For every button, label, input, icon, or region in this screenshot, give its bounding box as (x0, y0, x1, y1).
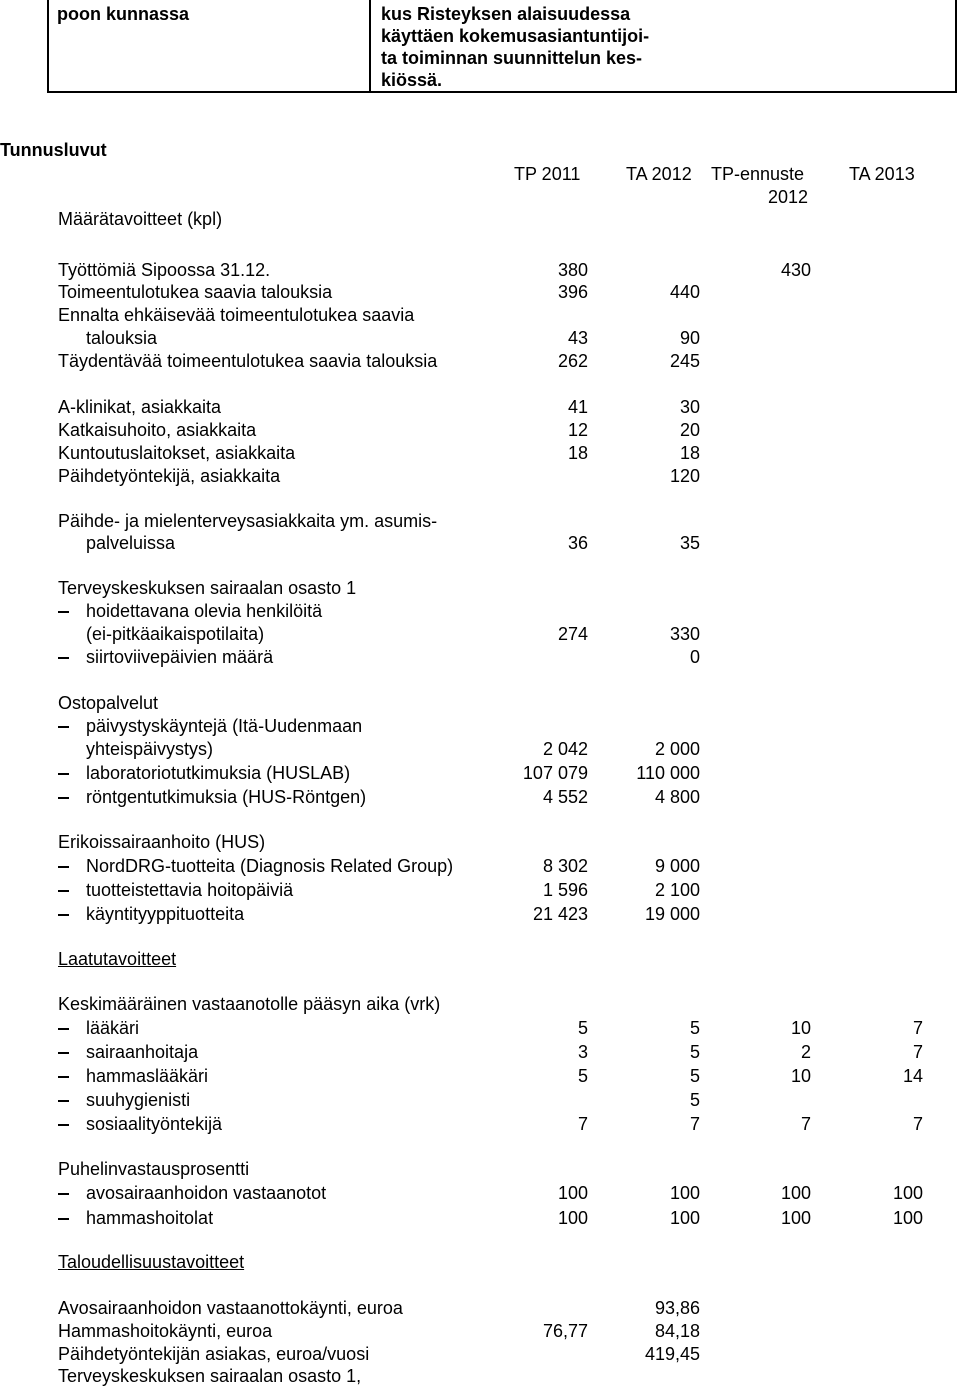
cell-tp2011: 100 (557, 1208, 588, 1228)
dash-bullet (58, 1028, 69, 1030)
row-label: suuhygienisti (86, 1090, 191, 1110)
row-label: (ei-pitkäaikaispotilaita) (86, 624, 265, 644)
row-label: Keskimääräinen vastaanotolle pääsyn aika (vrk) (58, 994, 441, 1014)
cell-tpe2012: 100 (780, 1208, 811, 1228)
row-label: hoidettavana olevia henkilöitä (86, 601, 323, 621)
cell-ta2012: 330 (669, 624, 700, 644)
cell-tp2011: 36 (567, 533, 588, 553)
cell-ta2012: 9 000 (654, 856, 700, 876)
column-header-tp-ennuste-year: 2012 (768, 187, 809, 207)
row-label: talouksia (86, 328, 158, 348)
cell-ta2012: 419,45 (644, 1344, 700, 1364)
dash-bullet (58, 797, 69, 799)
row-label: Päihdetyöntekijä, asiakkaita (58, 466, 281, 486)
right-cell-line: kiössä. (381, 70, 443, 90)
dash-bullet (58, 914, 69, 916)
cell-tp2011: 3 (577, 1042, 588, 1062)
dash-bullet (58, 1124, 69, 1126)
cell-ta2012: 93,86 (654, 1298, 700, 1318)
cell-tp2011: 107 079 (522, 763, 588, 783)
row-label: palveluissa (86, 533, 176, 553)
cell-ta2012: 84,18 (654, 1321, 700, 1341)
cell-ta2012: 2 100 (654, 880, 700, 900)
row-label: Hammashoitokäynti, euroa (58, 1321, 273, 1341)
subtitle: Määrätavoitteet (kpl) (58, 209, 223, 229)
cell-tp2011: 380 (557, 260, 588, 280)
cell-ta2012: 18 (679, 443, 700, 463)
row-label: Taloudellisuustavoitteet (58, 1252, 245, 1272)
cell-tp2011: 1 596 (542, 880, 588, 900)
header-table-left-cell: poon kunnassa (57, 4, 190, 24)
row-label: Avosairaanhoidon vastaanottokäynti, euroa (58, 1298, 403, 1318)
cell-tp2011: 396 (557, 282, 588, 302)
dash-bullet (58, 1100, 69, 1102)
cell-tpe2012: 100 (780, 1183, 811, 1203)
cell-ta2013: 7 (912, 1114, 923, 1134)
dash-bullet (58, 726, 69, 728)
row-label: Toimeentulotukea saavia talouksia (58, 282, 333, 302)
cell-ta2012: 110 000 (636, 763, 700, 783)
row-label: Terveyskeskuksen sairaalan osasto 1, (58, 1366, 362, 1386)
cell-tp2011: 21 423 (532, 904, 588, 924)
dash-bullet (58, 657, 69, 659)
cell-ta2013: 14 (902, 1066, 923, 1086)
cell-tp2011: 41 (567, 397, 588, 417)
cell-tpe2012: 430 (780, 260, 811, 280)
cell-tp2011: 8 302 (542, 856, 588, 876)
cell-ta2012: 4 800 (654, 787, 700, 807)
row-label: Erikoissairaanhoito (HUS) (58, 832, 266, 852)
cell-ta2012: 19 000 (644, 904, 700, 924)
row-label: päivystyskäyntejä (Itä-Uudenmaan (86, 716, 363, 736)
cell-ta2012: 100 (669, 1183, 700, 1203)
cell-tpe2012: 10 (790, 1066, 811, 1086)
cell-tp2011: 12 (567, 420, 588, 440)
cell-ta2013: 100 (892, 1183, 923, 1203)
dash-bullet (58, 1218, 69, 1220)
cell-ta2012: 5 (689, 1090, 700, 1110)
cell-ta2012: 5 (689, 1018, 700, 1038)
section-title: Tunnusluvut (0, 140, 107, 160)
cell-tp2011: 100 (557, 1183, 588, 1203)
cell-ta2012: 5 (689, 1066, 700, 1086)
row-label: tuotteistettavia hoitopäiviä (86, 880, 294, 900)
cell-tpe2012: 2 (800, 1042, 811, 1062)
dash-bullet (58, 611, 69, 613)
row-label: sosiaalityöntekijä (86, 1114, 223, 1134)
row-label: NordDRG-tuotteita (Diagnosis Related Group) (86, 856, 454, 876)
cell-ta2012: 245 (669, 351, 700, 371)
cell-tp2011: 76,77 (542, 1321, 588, 1341)
cell-tp2011: 4 552 (542, 787, 588, 807)
header-table (47, 0, 957, 93)
dash-bullet (58, 866, 69, 868)
row-label: Katkaisuhoito, asiakkaita (58, 420, 257, 440)
row-label: hammashoitolat (86, 1208, 214, 1228)
cell-tp2011: 5 (577, 1018, 588, 1038)
column-header-ta2013: TA 2013 (849, 164, 915, 184)
cell-tpe2012: 7 (800, 1114, 811, 1134)
cell-ta2012: 90 (679, 328, 700, 348)
row-label: yhteispäivystys) (86, 739, 214, 759)
row-label: lääkäri (86, 1018, 140, 1038)
right-cell-line: ta toiminnan suunnittelun kes- (381, 48, 643, 68)
dash-bullet (58, 1052, 69, 1054)
row-label: laboratoriotutkimuksia (HUSLAB) (86, 763, 351, 783)
cell-ta2012: 20 (679, 420, 700, 440)
cell-tp2011: 7 (577, 1114, 588, 1134)
cell-ta2012: 5 (689, 1042, 700, 1062)
header-table-right-cell (381, 3, 701, 91)
cell-ta2012: 120 (669, 466, 700, 486)
row-label: Terveyskeskuksen sairaalan osasto 1 (58, 578, 357, 598)
cell-ta2012: 2 000 (654, 739, 700, 759)
row-label: Työttömiä Sipoossa 31.12. (58, 260, 271, 280)
column-header-tp2011: TP 2011 (514, 164, 581, 184)
cell-ta2012: 100 (669, 1208, 700, 1228)
cell-tp2011: 262 (557, 351, 588, 371)
row-label: Päihdetyöntekijän asiakas, euroa/vuosi (58, 1344, 370, 1364)
row-label: käyntityyppituotteita (86, 904, 245, 924)
row-label: Täydentävää toimeentulotukea saavia talouksia (58, 351, 438, 371)
row-label: siirtoviivepäivien määrä (86, 647, 274, 667)
cell-tp2011: 5 (577, 1066, 588, 1086)
row-label: Ennalta ehkäisevää toimeentulotukea saavia (58, 305, 415, 325)
row-label: A-klinikat, asiakkaita (58, 397, 222, 417)
row-label: Ostopalvelut (58, 693, 159, 713)
column-header-tp-ennuste: TP-ennuste (711, 164, 805, 184)
cell-ta2013: 7 (912, 1042, 923, 1062)
row-label: röntgentutkimuksia (HUS-Röntgen) (86, 787, 367, 807)
cell-ta2013: 7 (912, 1018, 923, 1038)
row-label: Laatutavoitteet (58, 949, 177, 969)
row-label: Kuntoutuslaitokset, asiakkaita (58, 443, 296, 463)
row-label: Päihde- ja mielenterveysasiakkaita ym. asumis- (58, 511, 438, 531)
row-label: Puhelinvastausprosentti (58, 1159, 250, 1179)
cell-tp2011: 43 (567, 328, 588, 348)
dash-bullet (58, 890, 69, 892)
cell-ta2012: 440 (669, 282, 700, 302)
row-label: hammaslääkäri (86, 1066, 209, 1086)
dash-bullet (58, 1193, 69, 1195)
cell-ta2012: 0 (689, 647, 700, 667)
right-cell-line: kus Risteyksen alaisuudessa (381, 4, 631, 24)
cell-ta2012: 35 (679, 533, 700, 553)
cell-tp2011: 2 042 (542, 739, 588, 759)
dash-bullet (58, 1076, 69, 1078)
cell-ta2012: 30 (679, 397, 700, 417)
cell-ta2012: 7 (689, 1114, 700, 1134)
row-label: avosairaanhoidon vastaanotot (86, 1183, 327, 1203)
cell-tp2011: 274 (557, 624, 588, 644)
cell-ta2013: 100 (892, 1208, 923, 1228)
cell-tp2011: 18 (567, 443, 588, 463)
column-header-ta2012: TA 2012 (626, 164, 692, 184)
right-cell-line: käyttäen kokemusasiantuntijoi- (381, 26, 650, 46)
dash-bullet (58, 773, 69, 775)
cell-tpe2012: 10 (790, 1018, 811, 1038)
row-label: sairaanhoitaja (86, 1042, 199, 1062)
table-divider (369, 0, 371, 91)
